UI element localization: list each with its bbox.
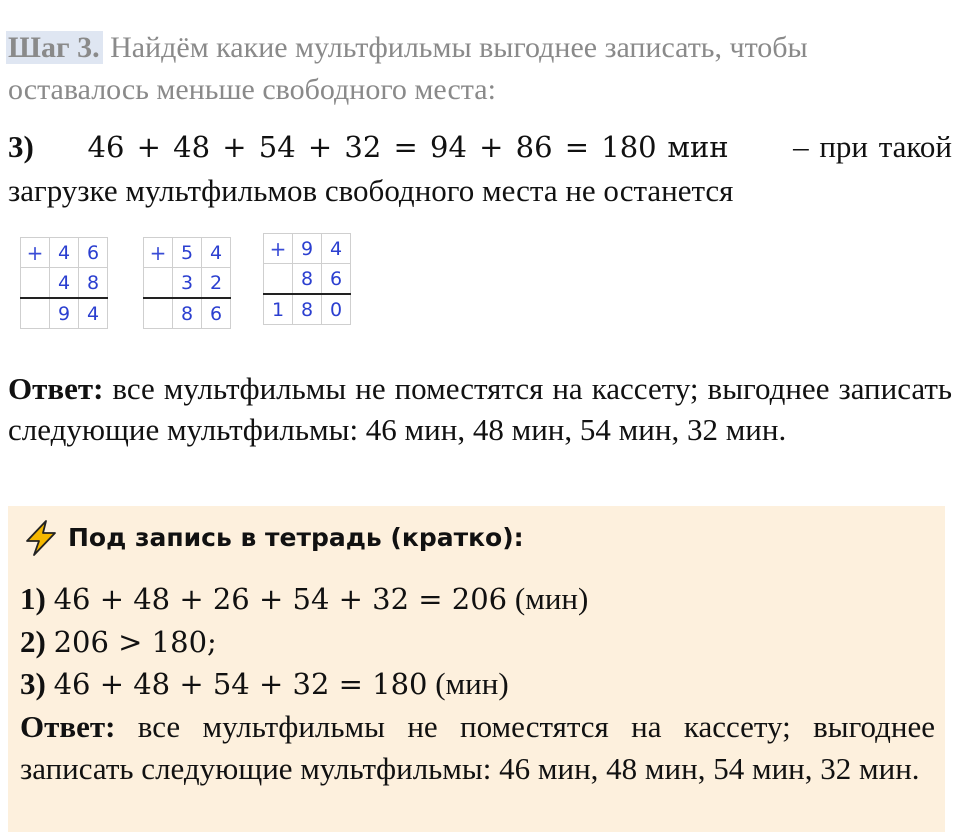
summary-line-2 bbox=[20, 621, 935, 664]
digit: 4 bbox=[202, 238, 231, 268]
plus-sign: + bbox=[144, 238, 173, 268]
answer-text: все мультфильмы не поместятся на кассету; выгоднее записать следующие мультфильмы: 46 мин, 48 мин, 54 мин, 32 мин. bbox=[8, 371, 953, 447]
digit: 9 bbox=[293, 234, 322, 264]
digit: 8 bbox=[173, 298, 202, 329]
summary-line-3 bbox=[20, 663, 935, 706]
answer-text: все мультфильмы не поместятся на кассету; выгоднее записать следующие мультфильмы: 46 мин, 48 мин, 54 мин, 32 мин. bbox=[20, 708, 935, 786]
column-addition-3 bbox=[263, 233, 351, 325]
unit: мин bbox=[667, 130, 729, 164]
step-text: Найдём какие мультфильмы выгоднее записать, чтобы оставалось меньше свободного места: bbox=[8, 31, 808, 106]
unit: (мин) bbox=[435, 666, 509, 701]
digit: 6 bbox=[79, 238, 108, 268]
summary-title-row bbox=[22, 518, 524, 558]
step-heading bbox=[8, 27, 952, 111]
digit: 0 bbox=[322, 294, 351, 325]
summary-title: Под запись в тетрадь (кратко): bbox=[68, 523, 524, 552]
unit: (мин) bbox=[514, 581, 589, 616]
digit: 1 bbox=[264, 294, 293, 325]
expression: 46 + 48 + 26 + 54 + 32 = 206 bbox=[53, 582, 508, 616]
answer-label: Ответ: bbox=[8, 371, 104, 406]
digit: 8 bbox=[79, 268, 108, 299]
line-text-b: загрузке мультфильмов свободного места не останется bbox=[8, 173, 734, 208]
digit: 8 bbox=[293, 294, 322, 325]
digit: 3 bbox=[173, 268, 202, 299]
answer-label: Ответ: bbox=[20, 708, 116, 744]
expression: 206 > 180; bbox=[53, 624, 217, 659]
digit: 8 bbox=[293, 264, 322, 295]
digit: 5 bbox=[173, 238, 202, 268]
digit: 4 bbox=[50, 238, 79, 268]
item-number: 2) bbox=[20, 623, 46, 659]
lightning-icon bbox=[22, 519, 60, 557]
solution-line-3 bbox=[8, 125, 952, 213]
sum-expression: 46 + 48 + 54 + 32 = 94 + 86 = 180 bbox=[87, 130, 657, 164]
dash: – bbox=[793, 129, 809, 164]
digit: 6 bbox=[322, 264, 351, 295]
summary-line-1 bbox=[20, 578, 935, 621]
answer-paragraph bbox=[8, 368, 952, 450]
item-number: 3) bbox=[20, 666, 46, 701]
summary-answer bbox=[20, 706, 935, 791]
column-addition-2 bbox=[143, 237, 231, 329]
digit: 6 bbox=[202, 298, 231, 329]
item-number: 1) bbox=[20, 581, 46, 616]
summary-body bbox=[20, 578, 935, 791]
expression: 46 + 48 + 54 + 32 = 180 bbox=[53, 667, 428, 701]
column-addition-1 bbox=[20, 237, 108, 329]
digit: 2 bbox=[202, 268, 231, 299]
line-text-a: при такой bbox=[819, 129, 953, 164]
item-number: 3) bbox=[8, 129, 34, 164]
digit: 4 bbox=[50, 268, 79, 299]
notebook-summary-box bbox=[8, 506, 945, 832]
digit: 4 bbox=[322, 234, 351, 264]
plus-sign: + bbox=[21, 238, 50, 268]
digit: 4 bbox=[79, 298, 108, 329]
digit: 9 bbox=[50, 298, 79, 329]
plus-sign: + bbox=[264, 234, 293, 264]
step-label: Шаг 3. bbox=[6, 31, 103, 64]
